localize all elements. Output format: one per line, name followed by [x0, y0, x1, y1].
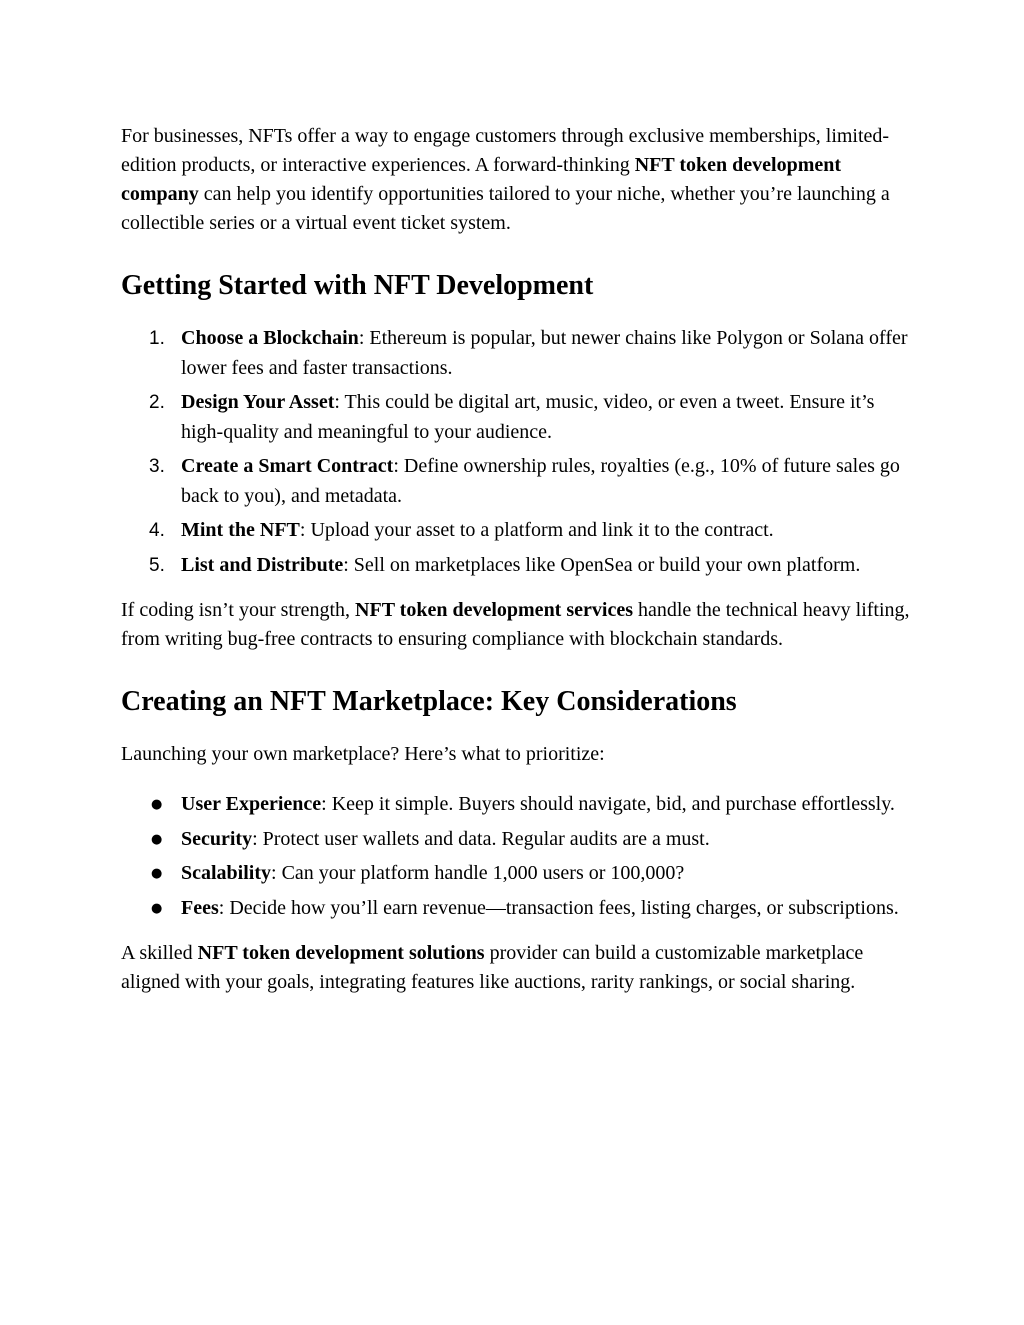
- step-number: 4.: [149, 520, 165, 541]
- consideration-text: : Decide how you’ll earn revenue—transaction fees, listing charges, or subscriptions.: [218, 896, 899, 919]
- solutions-paragraph: [121, 939, 911, 997]
- intro-text-1: For businesses, NFTs offer a way to engage customers through exclusive memberships, limited-edition products, or interactive experiences. A forward-thinking: [121, 125, 890, 176]
- consideration-title: Security: [181, 827, 253, 850]
- consideration-text: : Protect user wallets and data. Regular audits are a must.: [252, 827, 710, 850]
- section-heading-getting-started: Getting Started with NFT Development: [121, 270, 594, 301]
- consideration-item: [121, 825, 911, 855]
- consideration-title: Scalability: [181, 862, 272, 884]
- step-title: Create a Smart Contract: [181, 455, 394, 477]
- steps-numbered-list: [121, 324, 911, 580]
- step-title: Mint the NFT: [181, 519, 300, 541]
- bullet-icon: ●: [151, 831, 163, 847]
- step-number: 1.: [149, 328, 165, 349]
- step-number: 3.: [149, 456, 165, 477]
- step-text: : Define ownership rules, royalties (e.g., 10% of future sales go back to you), and metadata.: [181, 455, 900, 507]
- consideration-item: [121, 859, 911, 889]
- bullet-icon: ●: [151, 797, 163, 812]
- solutions-bold-keyword: NFT token development solutions: [197, 942, 485, 964]
- step-text: : Sell on marketplaces like OpenSea or build your own platform.: [343, 553, 861, 576]
- step-text: : Upload your asset to a platform and link it to the contract.: [299, 519, 774, 541]
- step-item: [121, 388, 911, 447]
- services-text-2: handle the technical heavy lifting, from writing bug-free contracts to ensuring compliance with blockchain standards.: [121, 599, 910, 650]
- step-text: : Ethereum is popular, but newer chains like Polygon or Solana offer lower fees and faster transactions.: [181, 327, 908, 379]
- step-item: [121, 452, 911, 511]
- consideration-title: User Experience: [181, 793, 322, 815]
- intro-bold-keyword: NFT token development company: [121, 154, 842, 205]
- step-number: 2.: [149, 392, 165, 413]
- consideration-item: [121, 894, 911, 924]
- step-title: Design Your Asset: [181, 391, 335, 413]
- consideration-item: [121, 790, 911, 820]
- step-item: [121, 324, 911, 383]
- bullet-icon: ●: [151, 866, 163, 881]
- solutions-text-2: provider can build a customizable marketplace aligned with your goals, integrating features like auctions, rarity rankings, or social sharing.: [121, 942, 864, 993]
- services-text-1: If coding isn’t your strength,: [121, 599, 356, 621]
- bullet-icon: ●: [151, 900, 163, 916]
- step-text: : This could be digital art, music, video, or even a tweet. Ensure it’s high-quality and meaningful to your audience.: [181, 391, 875, 443]
- intro-paragraph: [121, 122, 911, 238]
- step-title: Choose a Blockchain: [181, 327, 359, 349]
- consideration-title: Fees: [181, 896, 219, 919]
- solutions-text-1: A skilled: [121, 942, 198, 964]
- services-bold-keyword: NFT token development services: [355, 599, 633, 621]
- services-paragraph: [121, 596, 911, 654]
- document-page: [121, 122, 911, 997]
- step-title: List and Distribute: [181, 553, 344, 576]
- step-item: [121, 551, 911, 581]
- marketplace-intro: Launching your own marketplace? Here’s what to prioritize:: [121, 743, 605, 765]
- section-heading-marketplace: Creating an NFT Marketplace: Key Considerations: [121, 686, 737, 717]
- considerations-bullet-list: [121, 790, 911, 923]
- consideration-text: : Keep it simple. Buyers should navigate, bid, and purchase effortlessly.: [321, 793, 895, 815]
- step-item: [121, 516, 911, 546]
- step-number: 5.: [149, 554, 165, 576]
- intro-text-2: can help you identify opportunities tailored to your niche, whether you’re launching a collectible series or a virtual event ticket system.: [121, 183, 890, 234]
- consideration-text: : Can your platform handle 1,000 users or 100,000?: [271, 862, 685, 884]
